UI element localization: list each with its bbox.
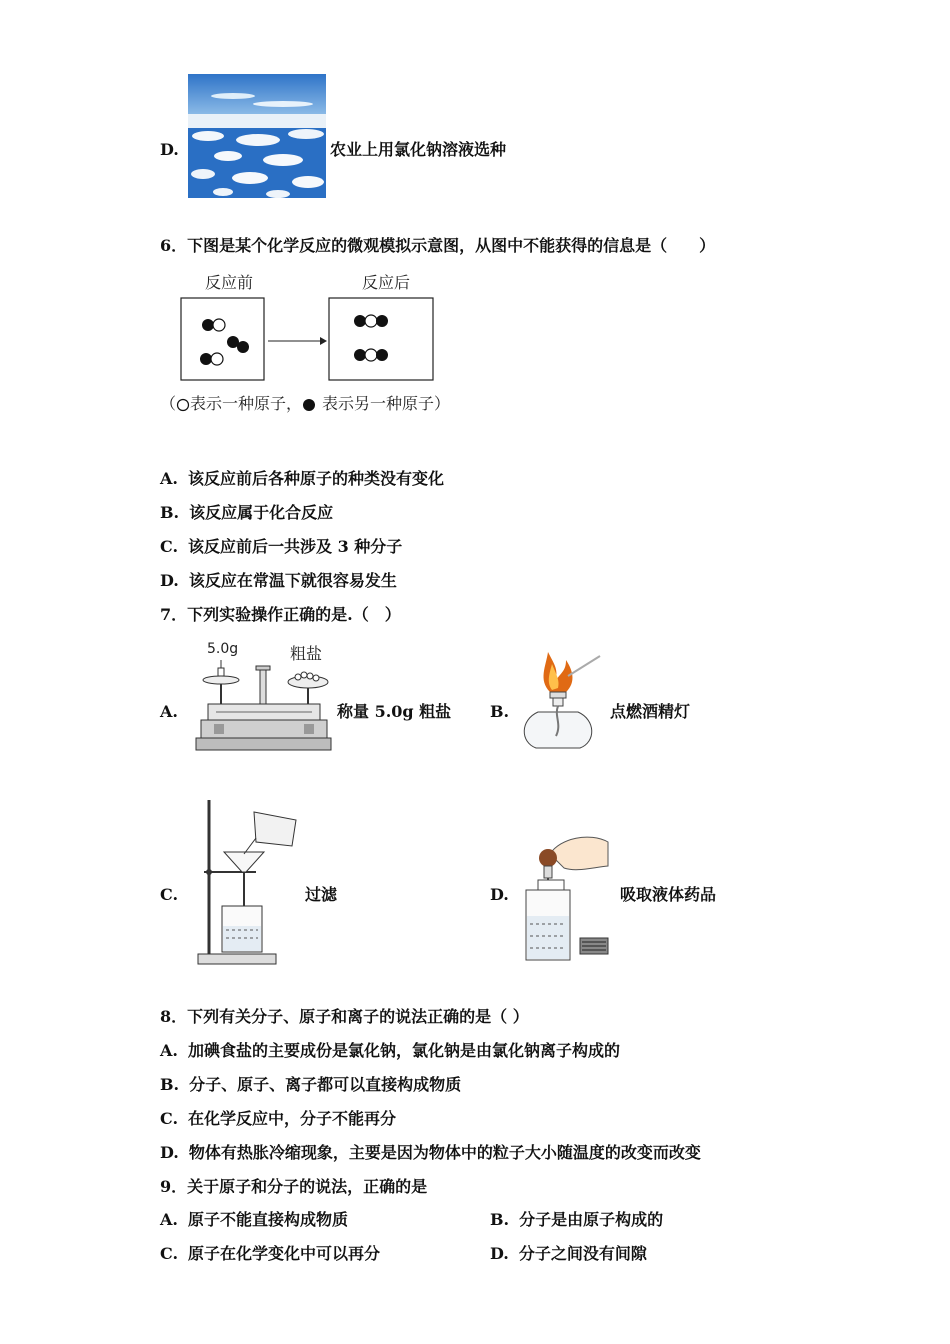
q8-option-a [160,1041,620,1061]
option-label: C. [160,1109,179,1128]
q7-option-d-text: 吸取液体药品 [620,885,717,904]
q9-option-b [490,1210,663,1230]
seed-selection-photo [188,74,326,198]
option-text: 分子是由原子构成的 [519,1210,664,1229]
open-atom-icon [176,398,190,412]
q8-option-c [160,1109,396,1129]
q6-stem: 6．下图是某个化学反应的微观模拟示意图，从图中不能获得的信息是（ ） [160,236,716,255]
q7-option-b-label: B. [490,702,510,721]
q8-option-d [160,1143,701,1163]
q7-option-a-text: 称量 5.0g 粗盐 [337,702,452,721]
option-text: 分子、原子、离子都可以直接构成物质 [189,1075,462,1094]
option-label: D. [160,1143,179,1162]
q9-stem: 9．关于原子和分子的说法，正确的是 [160,1177,428,1196]
q7-stem: 7．下列实验操作正确的是.（ ） [160,605,401,624]
option-label: C. [160,537,179,556]
q9-option-c [160,1244,380,1264]
q7-option-d-label: D. [490,885,509,904]
q9-option-a [160,1210,348,1230]
after-box [329,298,433,380]
molecule-ab-2 [200,353,223,365]
option-text: 原子在化学变化中可以再分 [188,1244,381,1263]
option-text: 原子不能直接构成物质 [187,1210,348,1229]
q6-after-label: 反应后 [362,273,411,292]
q7-option-c-text: 过滤 [305,885,338,904]
option-label: C. [160,1244,179,1263]
balance-icon [196,660,331,752]
option-label: D. [160,571,179,590]
q6-option-d [160,571,397,591]
option-label: B. [160,1075,180,1094]
q5-option-d-label: D. [160,140,179,159]
option-text: 该反应属于化合反应 [189,503,334,522]
q6-legend [160,391,450,414]
legend-open: （ [160,394,177,413]
option-label: A. [160,1210,178,1229]
legend-mid: 表示一种原子， [190,394,303,413]
dropper-bottle-icon [520,832,615,964]
option-text: 该反应在常温下就很容易发生 [188,571,397,590]
q6-option-a [160,469,444,489]
option-label: D. [490,1244,509,1263]
q7-option-b-text: 点燃酒精灯 [610,702,691,721]
alcohol-lamp-icon [520,650,602,752]
q7-option-a-label: A. [160,702,178,721]
q9-option-d [490,1244,647,1264]
option-text: 该反应前后各种原子的种类没有变化 [187,469,444,488]
q6-option-b [160,503,333,523]
option-text: 物体有热胀冷缩现象，主要是因为物体中的粒子大小随温度的改变而改变 [188,1143,701,1162]
molecule-bab-1 [354,315,388,327]
option-text: 加碘食盐的主要成份是氯化钠，氯化钠是由氯化钠离子构成的 [187,1041,620,1060]
balance-salt-label: 粗盐 [290,644,323,663]
q5-option-d-text: 农业上用氯化钠溶液选种 [330,140,507,159]
molecule-ab-1 [202,319,225,331]
option-text: 分子之间没有间隙 [518,1244,647,1263]
reaction-arrow [268,337,327,345]
q7-option-c-label: C. [160,885,179,904]
molecule-bab-2 [354,349,388,361]
q8-stem: 8．下列有关分子、原子和离子的说法正确的是（ ） [160,1007,529,1026]
reaction-diagram [170,290,440,385]
molecule-bb [227,336,249,353]
option-label: A. [160,1041,178,1060]
option-text: 该反应前后一共涉及 3 种分子 [188,537,403,556]
option-label: B. [490,1210,510,1229]
q6-before-label: 反应前 [205,273,254,292]
option-label: B. [160,503,180,522]
option-text: 在化学反应中，分子不能再分 [188,1109,397,1128]
legend-end: 表示另一种原子） [322,394,451,413]
q6-option-c [160,537,402,557]
option-label: A. [160,469,178,488]
filled-atom-icon [302,398,316,412]
balance-weight-label: 5.0g [207,641,239,657]
filtration-apparatus-icon [196,798,306,966]
before-box [181,298,264,380]
q8-option-b [160,1075,461,1095]
